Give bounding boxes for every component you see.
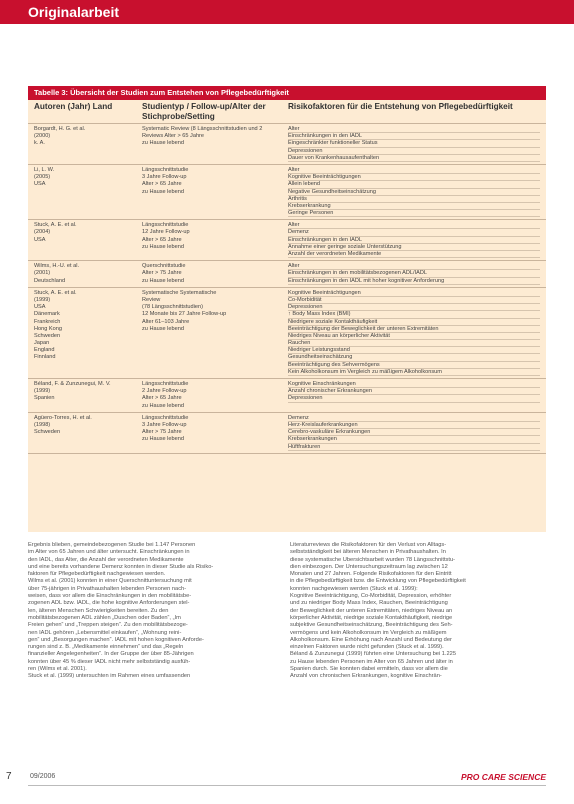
cell-line: Alter 61–103 Jahre [142,318,190,325]
cell-line: 3 Jahre Follow-up [142,174,187,181]
table-row [28,124,546,165]
cell-line: Depressionen [288,148,540,155]
cell-line: Borgardt, H. G. et al. [34,126,86,132]
study-type-cell [142,263,288,285]
cell-line: Beeinträchtigung des Sehvermögens [288,362,540,369]
body-text-line: Literaturreviews die Risikofaktoren für den Verlust von Alltags- [290,542,447,548]
table-row [28,165,546,220]
cell-line: Längsschnittstudie [142,166,189,173]
cell-line: Systematische Systematische [142,289,217,296]
body-text-line: Freien gehen“ und „Treppen steigen“. Zu den mobilitätsbezoge- [28,622,188,629]
cell-line: Alter [288,222,540,229]
cell-line: Rauchen [288,340,540,347]
cell-line: Stuck, A. E. et al. [34,222,77,229]
cell-line: 3 Jahre Follow-up [142,421,187,428]
table-row [28,220,546,261]
cell-line: Längsschnittstudie [142,381,189,387]
cell-line: Krebserkrankung [288,203,540,210]
cell-line: Beeinträchtigung der Beweglichkeit der unteren Extremitäten [288,326,540,333]
cell-line: Einschränkungen in den IADL mit hoher kognitiver Anforderung [288,278,540,285]
body-text-line: der Beweglichkeit der unteren Extremitäten, niedriges Niveau an [290,607,453,614]
cell-line: (2001) [34,270,51,277]
table-body [28,124,546,454]
cell-line: USA [34,304,46,311]
cell-line: Review [142,296,161,303]
footer-divider [28,785,546,786]
study-type-cell [142,167,288,217]
cell-line: (2004) [34,229,51,236]
body-text-line: konnten nachgewiesen werden (Stuck et al. 1999): [290,585,418,592]
cell-line: Wilms, H.-U. et al. [34,263,80,270]
body-text-line: subjektive Gesundheitseinschätzung, Beeinträchtigung des Seh- [290,622,453,629]
author-cell [34,126,142,162]
risk-factors-cell [288,415,540,451]
study-type-cell [142,381,288,410]
cell-line: USA [34,236,46,243]
cell-line: 12 Jahre Follow-up [142,229,190,236]
header-bar [0,0,574,24]
cell-line: zu Hause lebend [142,402,184,409]
studies-table [28,86,546,532]
cell-line: Krebserkrankungen [288,436,540,443]
cell-line: (2000) [34,133,51,140]
body-text-line: dien einbezogen. Der Untersuchungszeitraum lag zwischen 12 [290,563,448,570]
body-text-line: faktoren für Pflegebedürftigkeit nachgewiesen werden. [28,571,166,578]
body-text-line: in die Pflegebedürftigkeit bzw. die Entwicklung von Pflegebedürftigkeit [290,578,466,585]
risk-factors-cell [288,167,540,217]
body-text-line: einzelnen Faktoren wurde nicht gefunden (Stuck et al. 1999). [290,644,444,651]
body-text-line: gen“ und „Besorgungen machen“. IADL mit hohen kognitiven Anforde- [28,636,204,643]
risk-factors-cell [288,263,540,285]
body-text-line: zogenen ADL bzw. IADL, die hohe kognitive Anforderungen stel- [28,600,190,607]
body-text-line: Ergebnis blieben, gemeindebezogenen Studie bei 1.147 Personen [28,542,196,548]
cell-line: Geringe Personen [288,210,540,217]
column-header-risk-factors: Risikofaktoren für die Entstehung von Pflegebedürftigkeit [288,102,513,111]
table-caption: Tabelle 3: Übersicht der Studien zum Entstehen von Pflegebedürftigkeit [28,86,546,100]
author-cell [34,263,142,285]
cell-line: Demenz [288,415,540,422]
cell-line: USA [34,181,46,188]
page-footer [0,770,574,786]
cell-line: Einschränkungen in den IADL [288,237,540,244]
cell-line: (1999) [34,388,51,395]
risk-factors-cell [288,290,540,376]
body-text-line: rungen sind z. B. „Medikamente einnehmen“ und das „Regeln [28,644,184,651]
body-text-line: im Alter von 65 Jahren und älter untersucht. Einschränkungen in [28,549,190,556]
cell-line: Eingeschränkter funktioneller Status [288,140,540,147]
cell-line: Hüftfrakturen [288,444,540,451]
body-text-line: konnten über 45 % dieser IADL nicht mehr selbstständig ausfüh- [28,658,191,665]
cell-line: Niedriger Leistungsstand [288,347,540,354]
cell-line: zu Hause lebend [142,277,184,284]
cell-line: Dauer von Krankenhausaufenthalten [288,155,540,162]
publication-name: PRO CARE SCIENCE [460,772,546,782]
study-type-cell [142,222,288,258]
body-text-line: nen IADL gehören „Lebensmittel einkaufen“, „Wohnung reini- [28,629,182,636]
author-cell [34,415,142,451]
cell-line: Cerebro-vaskuläre Erkrankungen [288,429,540,436]
cell-line: Deutschland [34,277,66,284]
cell-line: 2 Jahre Follow-up [142,388,187,395]
cell-line: Niedriges Niveau an körperlicher Aktivität [288,333,540,340]
study-type-cell [142,415,288,451]
author-cell [34,222,142,258]
cell-line: (1999) [34,296,51,303]
cell-line: Einschränkungen in den mobilitätsbezogenen ADL/IADL [288,270,540,277]
risk-factors-cell [288,126,540,162]
cell-line: Anzahl der verordneten Medikamente [288,251,540,258]
body-text-line: über 75-jährigen in Privathaushalten lebenden Personen nach- [28,585,187,592]
cell-line: Hong Kong [34,325,62,332]
body-text-line: weisen, dass vor allem die Einschränkungen in den mobilitätsbe- [28,593,192,600]
cell-line: Alter [288,167,540,174]
body-text-line: Kognitive Beeinträchtigung, Co-Morbidität, Depression, erhöhter [290,593,452,600]
table-row [28,413,546,454]
section-title: Originalarbeit [28,4,120,20]
cell-line: Kognitive Einschränkungen [288,381,540,388]
table-row [28,379,546,413]
body-text-line: Anzahl von chronischen Erkrankungen, kognitive Einschrän- [290,673,442,680]
cell-line: Kein Alkoholkonsum im Vergleich zu mäßigem Alkoholkonsum [288,369,540,376]
cell-line: Spanien [34,395,55,402]
cell-line: Depressionen [288,304,540,311]
cell-line: Kognitive Beeinträchtigungen [288,174,540,181]
cell-line: Alter > 75 Jahre [142,429,182,436]
cell-line: Li, L. W. [34,166,55,173]
column-header-authors: Autoren (Jahr) Land [34,102,113,111]
body-text-line: Alkoholkonsum. Eine Erhöhung nach Anzahl und Bedeutung der [290,636,452,643]
cell-line: Co-Morbidität [288,297,540,304]
cell-line: Dänemark [34,311,60,318]
table-header-row [28,100,546,124]
author-cell [34,167,142,217]
body-text-line: körperlicher Aktivität, niedrige soziale Kontakthäufigkeit, niedrige [290,614,453,621]
cell-line: Schweden [34,429,61,436]
cell-line: Demenz [288,229,540,236]
cell-line: ↑ Body Mass Index (BMI) [288,311,540,318]
cell-line: Alter [288,263,540,270]
cell-line: zu Hause lebend [142,140,184,147]
body-text-line: Stuck et al. (1999) untersuchten im Rahmen eines umfassenden [28,673,191,680]
risk-factors-cell [288,222,540,258]
cell-line: Japan [34,340,50,347]
risk-factors-cell [288,381,540,410]
body-text-line: zu Hause lebenden Personen im Alter von 65 Jahren und älter in [290,658,453,665]
cell-line: Depressionen [288,395,540,402]
table-row [28,261,546,288]
cell-line: Längsschnittstudie [142,222,189,229]
cell-line: zu Hause lebend [142,243,184,250]
body-text-left-column [28,542,274,681]
author-cell [34,290,142,376]
cell-line: Alter > 65 Jahre [142,395,182,402]
body-text-line: finanzieller Angelegenheiten“. In der Gruppe der über 85-Jährigen [28,651,194,658]
cell-line: England [34,347,55,354]
body-text-line: vermögens und kein Alkoholkonsum im Vergleich zu mäßigem [290,629,447,636]
cell-line: (2005) [34,174,51,181]
cell-line: Einschränkungen in den IADL [288,133,540,140]
cell-line: Finnland [34,354,56,361]
cell-line: Alter > 65 Jahre [142,236,182,243]
cell-line: Agüero-Torres, H. et al. [34,414,92,421]
cell-line: (78 Längsschnittstudien) [142,304,203,311]
cell-line: 12 Monate bis 27 Jahre Follow-up [142,311,227,318]
author-cell [34,381,142,410]
cell-line: Annahme einer geringe soziale Unterstützung [288,244,540,251]
cell-line: zu Hause lebend [142,436,184,443]
cell-line: Reviews Alter > 65 Jahre [142,133,205,140]
cell-line: Querschnittstudie [142,263,186,270]
cell-line: Kognitive Beeinträchtigungen [288,290,540,297]
cell-line: Niedrigere soziale Kontakthäufigkeit [288,319,540,326]
body-text-line: und eine bereits vorhandene Demenz konnten in dieser Studie als Risiko- [28,563,214,570]
cell-line: zu Hause lebend [142,188,184,195]
cell-line: Anzahl chronischer Erkrankungen [288,388,540,395]
body-text-line: len, älteren Menschen Schwierigkeiten bereiten. Zu den [28,607,169,614]
body-text-line: mobilitätsbezogenen ADL zählen „Duschen oder Baden“, „Im [28,614,181,621]
body-text-line: Béland & Zunzunegui (1999) führten eine Untersuchung bei 1.225 [290,651,457,658]
issue-label: 09/2006 [30,773,56,780]
cell-line: Alter > 75 Jahre [142,270,182,277]
cell-line: Systematic Review (8 Längsschnittstudien und 2 [142,126,263,132]
cell-line: zu Hause lebend [142,325,184,332]
page-number: 7 [6,771,12,782]
body-text-line: ren (Wilms et al. 2001). [28,666,87,673]
cell-line: Gesundheitseinschätzung [288,354,540,361]
study-type-cell [142,126,288,162]
body-text-line: und zu niedriger Body Mass Index, Rauchen, Beeinträchtigung [290,600,448,607]
cell-line: Alter > 65 Jahre [142,181,182,188]
column-header-study-type: Studientyp / Follow-up/Alter der Stichprobe/Setting [142,102,266,121]
cell-line: (1998) [34,421,51,428]
cell-line: Béland, F. & Zunzunegui, M. V. [34,381,111,387]
body-text-right-column [290,542,536,681]
body-text-line: selbstständigkeit bei älteren Menschen in Privathaushalten. In [290,549,446,556]
cell-line: Allein lebend [288,181,540,188]
cell-line: Längsschnittstudie [142,414,189,421]
cell-line: Schweden [34,332,61,339]
cell-line: Negative Gesundheitseinschätzung [288,189,540,196]
cell-line: k. A. [34,140,45,147]
cell-line: Alter [288,126,540,133]
cell-line: Frankreich [34,318,61,325]
body-text-line: Spanien durch. Sie konnten dabei ermitteln, dass vor allem die [290,666,448,673]
cell-line: Herz-Kreislauferkrankungen [288,422,540,429]
body-text-line: Monaten und 27 Jahren. Folgende Risikofaktoren für den Eintritt [290,571,452,578]
study-type-cell [142,290,288,376]
cell-line: Stuck, A. E. et al. [34,289,77,296]
body-text-line: diese systematische Übersichtsarbeit wurden 78 Längsschnittstu- [290,556,456,563]
body-text-line: den IADL, das Alter, die Anzahl der verordneten Medikamente [28,556,184,563]
table-row [28,288,546,379]
body-text-line: Wilms et al. (2001) konnten in einer Querschnittuntersuchung mit [28,578,192,585]
cell-line: Arthritis [288,196,540,203]
